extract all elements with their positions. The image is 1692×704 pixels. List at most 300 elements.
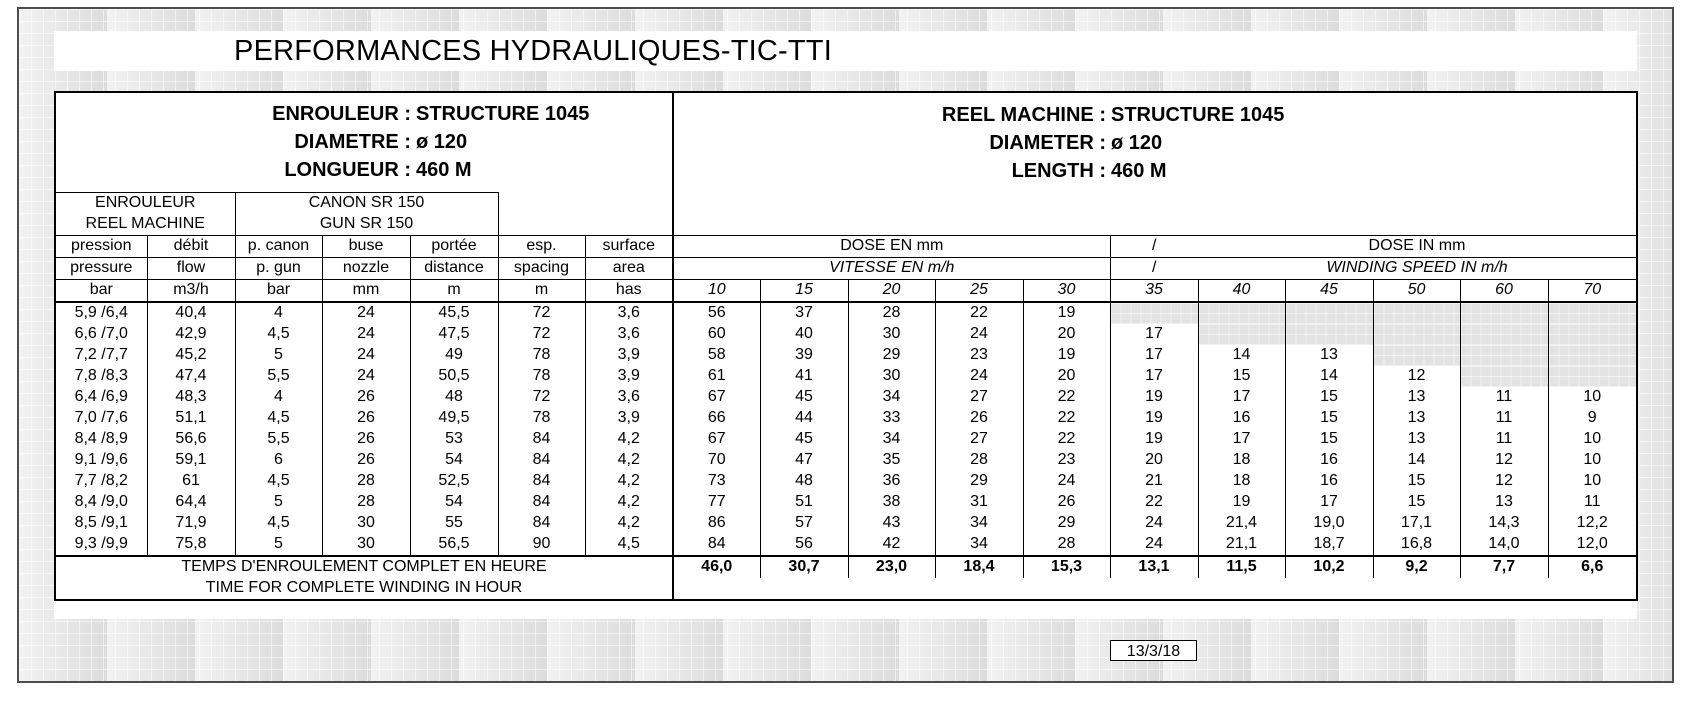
dose-cell: 56 [673,302,760,324]
winding-time-cell: 13,1 [1110,556,1198,578]
dose-cell: 14,0 [1460,534,1548,556]
winding-time-cell: 11,5 [1198,556,1285,578]
dose-cell: 21 [1110,471,1198,492]
cell-gun: 5 [235,534,322,556]
dose-cell: 61 [673,366,760,387]
header-label: LONGUEUR : [284,159,411,182]
dose-cell: 29 [935,471,1023,492]
dose-cell: 35 [848,450,935,471]
table-row [55,450,1637,471]
header-line [674,101,1636,129]
cell-flow: 71,9 [147,513,235,534]
table-row [55,324,1637,345]
dose-cell [1110,302,1198,324]
speed-label-en: WINDING SPEED IN m/h [1198,257,1637,279]
column-header-en: pressure [55,257,147,279]
speed-header-cell: 25 [935,279,1023,302]
dose-cell: 12 [1373,366,1460,387]
dose-cell: 15 [1285,429,1373,450]
dose-cell: 14 [1198,345,1285,366]
dose-cell: 19 [1198,492,1285,513]
cell-nozzle: 26 [322,450,410,471]
dose-cell: 12 [1460,471,1548,492]
dose-cell: 41 [760,366,848,387]
dose-cell: 42 [848,534,935,556]
cell-spacing: 72 [498,302,585,324]
dose-cell: 22 [1023,429,1110,450]
dose-cell: 9 [1548,408,1637,429]
cell-area: 3,9 [585,366,673,387]
cell-pressure: 7,2 /7,7 [55,345,147,366]
dose-cell [1373,345,1460,366]
header-value: ø 120 [416,131,468,154]
cell-gun: 5 [235,492,322,513]
dose-cell: 23 [935,345,1023,366]
cell-pressure: 7,8 /8,3 [55,366,147,387]
dose-cell: 10 [1548,450,1637,471]
dose-cell: 24 [935,366,1023,387]
cell-pressure: 7,0 /7,6 [55,408,147,429]
cell-nozzle: 24 [322,345,410,366]
dose-cell: 24 [935,324,1023,345]
cell-nozzle: 26 [322,387,410,408]
dose-cell: 26 [935,408,1023,429]
dose-cell: 14,3 [1460,513,1548,534]
cell-spacing: 84 [498,450,585,471]
blank-cell [673,578,1637,600]
column-header-en: nozzle [322,257,410,279]
dose-cell: 77 [673,492,760,513]
dose-cell: 21,4 [1198,513,1285,534]
page-title: PERFORMANCES HYDRAULIQUES-TIC-TTI [234,35,832,67]
table-row [55,513,1637,534]
unit-cell: m [410,279,498,302]
dose-cell: 11 [1548,492,1637,513]
dose-cell: 28 [935,450,1023,471]
dose-cell: 33 [848,408,935,429]
cell-pressure: 8,5 /9,1 [55,513,147,534]
speed-header-cell: 10 [673,279,760,302]
cell-gun: 4,5 [235,324,322,345]
dose-cell: 15 [1198,366,1285,387]
winding-time-cell: 46,0 [673,556,760,578]
cell-pressure: 8,4 /9,0 [55,492,147,513]
cell-gun: 5,5 [235,366,322,387]
dose-cell: 18,7 [1285,534,1373,556]
speed-header-cell: 70 [1548,279,1637,302]
cell-nozzle: 26 [322,408,410,429]
header-line [674,157,1636,185]
cell-distance: 49,5 [410,408,498,429]
unit-cell: mm [322,279,410,302]
dose-cell: 38 [848,492,935,513]
header-fr-cell [55,92,673,192]
cell-flow: 51,1 [147,408,235,429]
cell-area: 3,6 [585,324,673,345]
dose-cell: 28 [848,302,935,324]
dose-cell: 13 [1285,345,1373,366]
title-band [54,31,1637,71]
header-label: LENGTH : [1011,159,1106,182]
slash-separator: / [1110,257,1198,279]
cell-area: 4,2 [585,471,673,492]
dose-cell: 19 [1023,345,1110,366]
dose-cell [1548,324,1637,345]
header-en-cell [673,92,1637,192]
cell-spacing: 78 [498,345,585,366]
winding-time-cell: 23,0 [848,556,935,578]
dose-cell [1460,324,1548,345]
dose-cell: 37 [760,302,848,324]
cell-flow: 40,4 [147,302,235,324]
footer-label-fr: TEMPS D'ENROULEMENT COMPLET EN HEURE [55,556,673,578]
cell-pressure: 9,3 /9,9 [55,534,147,556]
dose-cell: 13 [1373,408,1460,429]
table-row [55,534,1637,556]
cell-distance: 45,5 [410,302,498,324]
cell-nozzle: 26 [322,429,410,450]
header-value: ø 120 [1111,131,1163,154]
dose-cell: 22 [1110,492,1198,513]
cell-pressure: 7,7 /8,2 [55,471,147,492]
cell-flow: 64,4 [147,492,235,513]
column-header-fr: buse [322,235,410,257]
dose-cell: 51 [760,492,848,513]
blank-cell [673,214,1637,236]
dose-cell: 67 [673,429,760,450]
speed-header-cell: 30 [1023,279,1110,302]
dose-cell: 20 [1023,324,1110,345]
cell-nozzle: 24 [322,302,410,324]
table-row [55,345,1637,366]
dose-cell: 23 [1023,450,1110,471]
speed-header-cell: 40 [1198,279,1285,302]
cell-distance: 56,5 [410,534,498,556]
cell-pressure: 8,4 /8,9 [55,429,147,450]
cell-nozzle: 24 [322,366,410,387]
dose-cell: 56 [760,534,848,556]
dose-cell: 30 [848,324,935,345]
dose-cell: 24 [1110,513,1198,534]
dose-cell: 13 [1373,387,1460,408]
footer-label-en: TIME FOR COMPLETE WINDING IN HOUR [55,578,673,600]
header-line [56,100,672,128]
dose-cell: 12 [1460,450,1548,471]
cell-flow: 61 [147,471,235,492]
dose-cell: 22 [935,302,1023,324]
dose-cell: 16 [1198,408,1285,429]
dose-cell: 73 [673,471,760,492]
dose-cell: 20 [1110,450,1198,471]
unit-cell: m3/h [147,279,235,302]
cell-gun: 4 [235,387,322,408]
dose-cell: 11 [1460,429,1548,450]
header-label: DIAMETRE : [294,131,411,154]
speed-label-fr: VITESSE EN m/h [673,257,1110,279]
dose-cell: 19 [1110,408,1198,429]
speed-header-cell: 15 [760,279,848,302]
cell-spacing: 84 [498,471,585,492]
dose-cell: 13 [1460,492,1548,513]
dose-cell: 17 [1110,366,1198,387]
dose-cell: 19 [1110,387,1198,408]
table-row [55,429,1637,450]
dose-cell: 18 [1198,450,1285,471]
dose-cell: 27 [935,387,1023,408]
winding-time-cell: 30,7 [760,556,848,578]
cell-nozzle: 30 [322,534,410,556]
unit-cell: bar [235,279,322,302]
footer-row [55,556,1637,578]
dose-cell: 84 [673,534,760,556]
header-value: STRUCTURE 1045 [416,103,590,126]
speed-header-cell: 35 [1110,279,1198,302]
gun-label-en: GUN SR 150 [235,214,498,236]
footer-row [55,578,1637,600]
blank-cell [673,192,1637,214]
winding-time-cell: 15,3 [1023,556,1110,578]
performance-table [54,91,1638,601]
column-header-en: p. gun [235,257,322,279]
cell-nozzle: 28 [322,471,410,492]
dose-cell: 17,1 [1373,513,1460,534]
cell-area: 4,2 [585,429,673,450]
table-row [55,492,1637,513]
cell-spacing: 84 [498,492,585,513]
dose-cell: 20 [1023,366,1110,387]
winding-time-cell: 6,6 [1548,556,1637,578]
cell-spacing: 84 [498,513,585,534]
dose-cell: 22 [1023,408,1110,429]
dose-cell: 86 [673,513,760,534]
column-header-en: flow [147,257,235,279]
dose-cell [1198,302,1285,324]
dose-cell: 15 [1373,471,1460,492]
dose-cell: 30 [848,366,935,387]
dose-cell [1373,302,1460,324]
dose-cell: 60 [673,324,760,345]
header-label: DIAMETER : [989,131,1106,154]
dose-cell: 24 [1023,471,1110,492]
dose-cell: 10 [1548,471,1637,492]
dose-cell: 12,2 [1548,513,1637,534]
cell-spacing: 72 [498,387,585,408]
cell-gun: 6 [235,450,322,471]
reel-label-en: REEL MACHINE [55,214,235,236]
cell-spacing: 78 [498,408,585,429]
dose-cell: 34 [848,387,935,408]
unit-cell: bar [55,279,147,302]
column-header-fr: portée [410,235,498,257]
winding-time-cell: 18,4 [935,556,1023,578]
dose-cell: 16 [1285,450,1373,471]
dose-cell: 48 [760,471,848,492]
unit-cell: has [585,279,673,302]
header-value: STRUCTURE 1045 [1111,103,1285,126]
dose-cell [1198,324,1285,345]
dose-cell: 31 [935,492,1023,513]
dose-cell: 27 [935,429,1023,450]
winding-time-cell: 7,7 [1460,556,1548,578]
dose-cell: 44 [760,408,848,429]
dose-cell: 17 [1110,345,1198,366]
speed-header-cell: 50 [1373,279,1460,302]
header-line [674,129,1636,157]
cell-pressure: 6,6 /7,0 [55,324,147,345]
cell-gun: 4,5 [235,513,322,534]
dose-label-fr: DOSE EN mm [673,235,1110,257]
cell-area: 3,9 [585,345,673,366]
dose-cell: 15 [1285,387,1373,408]
gun-label-fr: CANON SR 150 [235,192,498,214]
dose-cell [1460,345,1548,366]
dose-cell: 66 [673,408,760,429]
cell-nozzle: 30 [322,513,410,534]
cell-flow: 75,8 [147,534,235,556]
cell-area: 3,9 [585,408,673,429]
blank-cell [498,192,673,214]
dose-cell [1548,366,1637,387]
header-line [56,128,672,156]
dose-cell: 45 [760,387,848,408]
speed-header-cell: 20 [848,279,935,302]
cell-gun: 5,5 [235,429,322,450]
cell-flow: 42,9 [147,324,235,345]
column-header-fr: p. canon [235,235,322,257]
dose-cell: 14 [1373,450,1460,471]
header-value: 460 M [416,159,472,182]
cell-flow: 59,1 [147,450,235,471]
cell-flow: 48,3 [147,387,235,408]
dose-cell: 28 [1023,534,1110,556]
cell-area: 3,6 [585,387,673,408]
table-row [55,471,1637,492]
header-line [56,156,672,184]
dose-cell: 70 [673,450,760,471]
dose-cell: 36 [848,471,935,492]
cell-pressure: 6,4 /6,9 [55,387,147,408]
blank-cell [498,214,673,236]
dose-cell: 45 [760,429,848,450]
dose-cell: 17 [1110,324,1198,345]
dose-cell: 58 [673,345,760,366]
cell-spacing: 72 [498,324,585,345]
cell-nozzle: 24 [322,324,410,345]
dose-cell: 67 [673,387,760,408]
dose-cell: 14 [1285,366,1373,387]
column-header-fr: pression [55,235,147,257]
dose-cell: 19 [1023,302,1110,324]
dose-cell: 17 [1198,429,1285,450]
dose-cell: 29 [1023,513,1110,534]
cell-nozzle: 28 [322,492,410,513]
cell-area: 4,2 [585,513,673,534]
dose-cell: 29 [848,345,935,366]
table-row [55,387,1637,408]
dose-label-en: DOSE IN mm [1198,235,1637,257]
column-header-en: spacing [498,257,585,279]
dose-cell: 21,1 [1198,534,1285,556]
dose-cell: 39 [760,345,848,366]
column-header-fr: surface [585,235,673,257]
dose-cell: 34 [935,534,1023,556]
dose-cell: 15 [1373,492,1460,513]
cell-flow: 47,4 [147,366,235,387]
cell-spacing: 84 [498,429,585,450]
dose-cell: 13 [1373,429,1460,450]
cell-distance: 54 [410,450,498,471]
unit-cell: m [498,279,585,302]
cell-pressure: 5,9 /6,4 [55,302,147,324]
cell-pressure: 9,1 /9,6 [55,450,147,471]
dose-cell: 10 [1548,429,1637,450]
cell-area: 4,5 [585,534,673,556]
column-header-fr: esp. [498,235,585,257]
dose-cell: 43 [848,513,935,534]
dose-cell: 40 [760,324,848,345]
dose-cell [1285,302,1373,324]
dose-cell: 47 [760,450,848,471]
column-header-fr: débit [147,235,235,257]
header-value: 460 M [1111,159,1167,182]
table-row [55,302,1637,324]
cell-distance: 55 [410,513,498,534]
dose-cell: 34 [848,429,935,450]
cell-area: 3,6 [585,302,673,324]
dose-cell [1548,345,1637,366]
dose-cell: 24 [1110,534,1198,556]
dose-cell: 17 [1285,492,1373,513]
table-row [55,408,1637,429]
dose-cell: 16,8 [1373,534,1460,556]
slash-separator: / [1110,235,1198,257]
cell-gun: 4,5 [235,408,322,429]
cell-distance: 48 [410,387,498,408]
header-label: REEL MACHINE : [941,103,1106,126]
dose-cell: 15 [1285,408,1373,429]
column-header-en: area [585,257,673,279]
dose-cell: 11 [1460,387,1548,408]
cell-distance: 53 [410,429,498,450]
reel-label-fr: ENROULEUR [55,192,235,214]
dose-cell: 22 [1023,387,1110,408]
cell-distance: 54 [410,492,498,513]
dose-cell: 26 [1023,492,1110,513]
dose-cell: 34 [935,513,1023,534]
dose-cell: 16 [1285,471,1373,492]
speed-header-cell: 45 [1285,279,1373,302]
table-row [55,366,1637,387]
cell-distance: 47,5 [410,324,498,345]
date-label: 13/3/18 [1110,640,1197,661]
cell-area: 4,2 [585,450,673,471]
header-label: ENROULEUR : [272,103,411,126]
dose-cell [1460,366,1548,387]
dose-cell: 12,0 [1548,534,1637,556]
cell-flow: 56,6 [147,429,235,450]
cell-gun: 4 [235,302,322,324]
cell-spacing: 78 [498,366,585,387]
winding-time-cell: 10,2 [1285,556,1373,578]
dose-cell: 11 [1460,408,1548,429]
dose-cell: 19 [1110,429,1198,450]
cell-gun: 5 [235,345,322,366]
column-header-en: distance [410,257,498,279]
dose-cell: 57 [760,513,848,534]
cell-flow: 45,2 [147,345,235,366]
cell-distance: 50,5 [410,366,498,387]
winding-time-cell: 9,2 [1373,556,1460,578]
